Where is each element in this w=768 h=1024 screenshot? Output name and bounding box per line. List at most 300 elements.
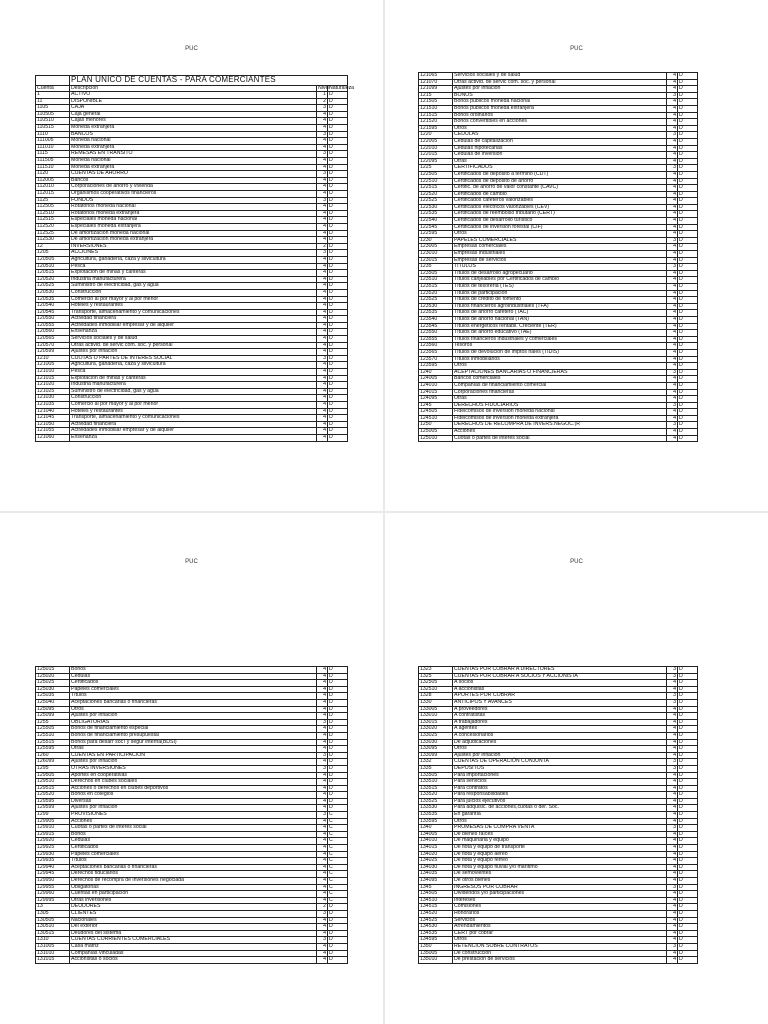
account-level-cell: 4 — [316, 316, 327, 323]
account-code-cell: 124505 — [419, 409, 453, 416]
account-nature-cell: D — [327, 171, 347, 178]
account-level-cell: 4 — [667, 713, 678, 720]
table-row — [419, 765, 698, 772]
account-level-cell: 4 — [317, 739, 328, 746]
account-description-cell: Servicios sociales y de salud — [70, 336, 317, 343]
account-nature-cell: D — [678, 356, 698, 363]
account-code-cell: 129510 — [36, 779, 70, 786]
account-level-cell: 4 — [667, 218, 678, 225]
account-description-cell: Agricultura, ganadería, caza y silvicultura — [70, 256, 317, 263]
account-level-cell: 3 — [667, 759, 678, 766]
account-description-cell: Papeles comerciales — [70, 686, 317, 693]
account-code-cell: 1345 — [419, 884, 453, 891]
account-level-cell: 3 — [316, 171, 327, 178]
account-level-cell: 4 — [667, 145, 678, 152]
account-code-cell: 110505 — [36, 111, 70, 118]
account-description-cell: Transporte, almacenamiento y comunicaciones — [70, 415, 317, 422]
account-level-cell: 4 — [316, 289, 327, 296]
document-page-1 — [0, 0, 383, 511]
account-code-cell: 121510 — [419, 105, 453, 112]
account-level-cell: 4 — [316, 428, 327, 435]
account-description-cell: Bonos para desarr soc'l y segur interna(BDSI) — [70, 739, 317, 746]
account-description-cell: Para servicios — [453, 779, 667, 786]
account-level-cell: 4 — [667, 349, 678, 356]
account-description-cell: Empresas de servicios — [453, 257, 667, 264]
account-code-cell: 123530 — [419, 303, 453, 310]
account-code-cell: 120565 — [36, 336, 70, 343]
account-code-cell: 129995 — [36, 897, 70, 904]
account-nature-cell: D — [328, 792, 348, 799]
account-level-cell: 4 — [667, 185, 678, 192]
account-nature-cell: D — [328, 930, 348, 937]
account-description-cell: Para contratos — [453, 785, 667, 792]
account-code-cell: 120540 — [36, 303, 70, 310]
account-code-cell: 1 — [36, 92, 70, 99]
account-level-cell: 4 — [317, 884, 328, 891]
account-level-cell: 4 — [667, 152, 678, 159]
account-nature-cell: D — [678, 376, 698, 383]
account-nature-cell: D — [678, 732, 698, 739]
account-nature-cell: D — [328, 693, 348, 700]
account-nature-cell: D — [678, 924, 698, 931]
account-nature-cell: D — [327, 316, 347, 323]
account-description-cell: CAJA — [70, 105, 317, 112]
account-nature-cell: C — [328, 851, 348, 858]
account-level-cell: 3 — [317, 812, 328, 819]
account-level-cell: 4 — [317, 891, 328, 898]
account-level-cell: 4 — [317, 732, 328, 739]
account-level-cell: 4 — [667, 119, 678, 126]
table-title: PLAN UNICO DE CUENTAS - PARA COMERCIANTES — [70, 76, 348, 86]
account-code-cell: 112525 — [36, 230, 70, 237]
account-nature-cell: D — [327, 434, 347, 441]
account-code-cell: 123560 — [419, 343, 453, 350]
account-level-cell: 4 — [316, 296, 327, 303]
account-code-cell: 1295 — [36, 765, 70, 772]
account-nature-cell: D — [328, 765, 348, 772]
account-level-cell: 3 — [667, 237, 678, 244]
account-level-cell: 4 — [667, 871, 678, 878]
account-level-cell: 4 — [316, 270, 327, 277]
account-description-cell: Moneda extranjera — [70, 125, 317, 132]
account-nature-cell: C — [328, 838, 348, 845]
account-code-cell: 122595 — [419, 231, 453, 238]
account-nature-cell: D — [678, 244, 698, 251]
account-code-cell: 111505 — [36, 158, 70, 165]
account-code-cell: 121035 — [36, 402, 70, 409]
account-code-cell: 129599 — [36, 805, 70, 812]
account-description-cell: Títulos financieros industriales y comerciales — [453, 336, 667, 343]
account-description-cell: Comercio al por mayor y al por menor — [70, 296, 317, 303]
account-level-cell: 4 — [667, 785, 678, 792]
account-nature-cell: D — [327, 322, 347, 329]
account-description-cell: Otras activid. de servic com. soc. y personal — [70, 342, 317, 349]
account-description-cell: DEUDORES — [70, 904, 317, 911]
account-code-cell: 134510 — [419, 897, 453, 904]
account-description-cell: Otras inversiones — [70, 897, 317, 904]
account-nature-cell: D — [678, 86, 698, 93]
account-description-cell: Certific. de ahorro de valor constante (CAVC) — [453, 185, 667, 192]
account-nature-cell: D — [678, 316, 698, 323]
account-code-cell: 123525 — [419, 297, 453, 304]
account-level-cell: 4 — [667, 910, 678, 917]
account-level-cell: 4 — [317, 673, 328, 680]
account-level-cell: 4 — [317, 759, 328, 766]
account-level-cell: 4 — [317, 838, 328, 845]
account-level-cell: 4 — [667, 706, 678, 713]
account-description-cell: Cajas menores — [70, 118, 317, 125]
account-code-cell: 130510 — [36, 924, 70, 931]
account-nature-cell: D — [678, 950, 698, 957]
account-description-cell: ACEPTACIONES BANCARIAS O FINANCIERAS — [453, 369, 667, 376]
account-level-cell: 4 — [667, 112, 678, 119]
account-description-cell: Certificados de reembolso tributario (CERT) — [453, 211, 667, 218]
account-description-cell: Para responsabilidades — [453, 792, 667, 799]
account-description-cell: CUOTAS O PARTES DE INTERES SOCIAL — [70, 355, 317, 362]
account-nature-cell: D — [678, 805, 698, 812]
account-description-cell: Otras activid. de servic com. soc. y personal — [453, 79, 667, 86]
account-description-cell: Certificados de cambio — [453, 191, 667, 198]
account-code-cell: 1340 — [419, 825, 453, 832]
account-code-cell: 125510 — [36, 732, 70, 739]
account-code-cell: 123595 — [419, 363, 453, 370]
account-level-cell: 4 — [667, 310, 678, 317]
account-level-cell: 3 — [667, 369, 678, 376]
account-nature-cell: D — [678, 284, 698, 291]
account-nature-cell: D — [327, 382, 347, 389]
account-description-cell: De semovientes — [453, 871, 667, 878]
account-description-cell: DEPOSITOS — [453, 765, 667, 772]
account-nature-cell: D — [678, 330, 698, 337]
account-code-cell: 133510 — [419, 779, 453, 786]
account-code-cell: 129915 — [36, 831, 70, 838]
account-nature-cell: D — [328, 798, 348, 805]
account-description-cell: Títulos de tesorería (TES) — [453, 284, 667, 291]
account-description-cell: Aceptaciones bancarias o financieras — [70, 864, 317, 871]
account-description-cell: Honorarios — [453, 910, 667, 917]
account-level-cell: 4 — [667, 917, 678, 924]
account-description-cell: CUENTAS DE AHORRO — [70, 171, 317, 178]
account-nature-cell: D — [678, 112, 698, 119]
account-level-cell: 4 — [667, 178, 678, 185]
account-nature-cell: D — [327, 355, 347, 362]
account-nature-cell: D — [327, 111, 347, 118]
account-nature-cell: D — [678, 218, 698, 225]
account-level-cell: 4 — [667, 732, 678, 739]
account-code-cell: 123555 — [419, 336, 453, 343]
account-description-cell: Actividades inmobiliar empresar y de alquiler — [70, 428, 317, 435]
account-level-cell: 4 — [667, 257, 678, 264]
account-description-cell: Bonos públicos moneda nacional — [453, 99, 667, 106]
account-code-cell: 129505 — [36, 772, 70, 779]
account-description-cell: A contratistas — [453, 713, 667, 720]
account-code-cell: 133595 — [419, 818, 453, 825]
account-description-cell: Certificados de inversión forestal (CIF) — [453, 224, 667, 231]
account-description-cell: Ajustes por inflación — [70, 805, 317, 812]
account-nature-cell: D — [678, 211, 698, 218]
column-header: Descripcion — [70, 85, 317, 92]
account-nature-cell: D — [678, 772, 698, 779]
account-nature-cell: D — [678, 382, 698, 389]
account-description-cell: De construcción — [453, 950, 667, 957]
account-description-cell: Explotación de minas y canteras — [70, 270, 317, 277]
account-description-cell: De amortización moneda nacional — [70, 230, 317, 237]
account-description-cell: Para adquisic. de acciones,cuotas o der. Soc. — [453, 805, 667, 812]
account-level-cell: 4 — [317, 858, 328, 865]
account-nature-cell: D — [678, 713, 698, 720]
account-code-cell: 112010 — [36, 184, 70, 191]
account-description-cell: Otros — [453, 746, 667, 753]
account-nature-cell: D — [678, 125, 698, 132]
account-level-cell: 3 — [667, 667, 678, 674]
account-nature-cell: D — [678, 264, 698, 271]
account-nature-cell: D — [328, 699, 348, 706]
account-nature-cell: D — [328, 706, 348, 713]
account-level-cell: 4 — [317, 943, 328, 950]
account-level-cell: 4 — [316, 362, 327, 369]
account-code-cell: 134505 — [419, 891, 453, 898]
account-description-cell: De flota y equipo de transporte — [453, 845, 667, 852]
account-code-cell: 133015 — [419, 719, 453, 726]
account-nature-cell: D — [327, 92, 347, 99]
account-nature-cell: D — [678, 178, 698, 185]
account-code-cell: 1350 — [419, 943, 453, 950]
page-header: PUC — [570, 559, 583, 565]
account-description-cell: Otros — [70, 706, 317, 713]
account-nature-cell: D — [678, 957, 698, 964]
account-description-cell: Acciones — [453, 429, 667, 436]
account-nature-cell: D — [678, 937, 698, 944]
account-nature-cell: D — [678, 693, 698, 700]
account-description-cell: DERECHOS FIDUCIARIOS — [453, 402, 667, 409]
account-nature-cell: D — [678, 680, 698, 687]
account-code-cell: 112520 — [36, 223, 70, 230]
account-level-cell: 4 — [667, 356, 678, 363]
account-level-cell: 4 — [316, 158, 327, 165]
account-nature-cell: D — [327, 105, 347, 112]
account-nature-cell: D — [678, 290, 698, 297]
account-description-cell: Arrendamientos — [453, 924, 667, 931]
account-nature-cell: D — [328, 752, 348, 759]
account-level-cell: 4 — [667, 277, 678, 284]
document-page-2 — [385, 0, 768, 511]
account-level-cell: 4 — [317, 950, 328, 957]
page-header: PUC — [185, 559, 198, 565]
account-code-cell: 125505 — [36, 726, 70, 733]
account-level-cell: 4 — [667, 812, 678, 819]
account-code-cell: 123540 — [419, 316, 453, 323]
account-description-cell: Bonos — [70, 831, 317, 838]
account-nature-cell: D — [327, 125, 347, 132]
account-level-cell: 4 — [316, 303, 327, 310]
account-level-cell: 3 — [667, 693, 678, 700]
account-description-cell: BONOS — [453, 92, 667, 99]
account-code-cell: 120560 — [36, 329, 70, 336]
account-level-cell: 4 — [316, 144, 327, 151]
account-code-cell: 120545 — [36, 309, 70, 316]
account-nature-cell: C — [328, 812, 348, 819]
account-description-cell: Pesca — [70, 263, 317, 270]
account-nature-cell: D — [678, 402, 698, 409]
account-description-cell: Dividendos y/o participaciones — [453, 891, 667, 898]
account-code-cell: 1125 — [36, 197, 70, 204]
account-description-cell: Empresas industriales — [453, 251, 667, 258]
account-code-cell: 121070 — [419, 79, 453, 86]
account-code-cell: 120520 — [36, 276, 70, 283]
account-code-cell: 120525 — [36, 283, 70, 290]
account-nature-cell: D — [678, 105, 698, 112]
account-code-cell: 129955 — [36, 884, 70, 891]
account-description-cell: Títulos inmobiliarios — [453, 356, 667, 363]
account-level-cell: 4 — [316, 263, 327, 270]
account-code-cell: 121505 — [419, 99, 453, 106]
account-code-cell: 134515 — [419, 904, 453, 911]
account-nature-cell: C — [328, 864, 348, 871]
account-nature-cell: D — [678, 73, 698, 80]
account-description-cell: Rotatorios moneda extranjera — [70, 210, 317, 217]
account-level-cell: 4 — [667, 719, 678, 726]
account-nature-cell: D — [678, 185, 698, 192]
account-description-cell: Industria manufacturera — [70, 382, 317, 389]
account-code-cell: 112530 — [36, 237, 70, 244]
account-nature-cell: D — [327, 197, 347, 204]
account-code-cell: 129515 — [36, 785, 70, 792]
account-nature-cell: D — [678, 818, 698, 825]
account-description-cell: En garantía — [453, 812, 667, 819]
account-nature-cell: D — [327, 375, 347, 382]
account-level-cell: 3 — [667, 765, 678, 772]
account-code-cell: 133515 — [419, 785, 453, 792]
account-code-cell: 1120 — [36, 171, 70, 178]
account-code-cell: 110510 — [36, 118, 70, 125]
account-level-cell: 4 — [667, 792, 678, 799]
account-code-cell: 122535 — [419, 211, 453, 218]
account-nature-cell: D — [678, 752, 698, 759]
account-description-cell: Papeles comerciales — [70, 851, 317, 858]
account-description-cell: BANCOS — [70, 131, 317, 138]
accounts-table — [418, 666, 698, 964]
account-description-cell: Títulos de ahorro cafetero (TAC) — [453, 310, 667, 317]
account-code-cell: 134005 — [419, 831, 453, 838]
account-level-cell: 4 — [667, 297, 678, 304]
account-code-cell: 1235 — [419, 264, 453, 271]
account-code-cell: 1328 — [419, 693, 453, 700]
account-nature-cell: D — [328, 904, 348, 911]
account-level-cell: 4 — [667, 930, 678, 937]
account-description-cell: Aportes en cooperativas — [70, 772, 317, 779]
account-nature-cell: D — [678, 851, 698, 858]
account-nature-cell: D — [327, 256, 347, 263]
account-code-cell: 1240 — [419, 369, 453, 376]
account-code-cell: 133020 — [419, 726, 453, 733]
account-description-cell: Títulos de participación — [453, 290, 667, 297]
account-code-cell: 1230 — [419, 237, 453, 244]
account-description-cell: Explotación de minas y canteras — [70, 375, 317, 382]
account-description-cell: Para importaciones — [453, 772, 667, 779]
account-nature-cell: D — [327, 362, 347, 369]
account-level-cell: 4 — [317, 798, 328, 805]
account-description-cell: Compañías vinculadas — [70, 950, 317, 957]
account-level-cell: 4 — [316, 184, 327, 191]
account-level-cell: 4 — [317, 957, 328, 964]
account-nature-cell: C — [328, 858, 348, 865]
account-description-cell: Títulos de ahorro educativo (TAE) — [453, 330, 667, 337]
account-nature-cell: D — [678, 765, 698, 772]
account-code-cell: 125020 — [36, 673, 70, 680]
account-nature-cell: D — [678, 435, 698, 442]
account-description-cell: Compañías de financiamiento comercial — [453, 382, 667, 389]
account-nature-cell: D — [328, 957, 348, 964]
account-description-cell: OBLIGATORIAS — [70, 719, 317, 726]
accounts-table — [35, 666, 348, 964]
account-code-cell: 125005 — [419, 429, 453, 436]
account-code-cell: 133099 — [419, 752, 453, 759]
account-code-cell: 121520 — [419, 119, 453, 126]
account-code-cell: 112005 — [36, 177, 70, 184]
account-code-cell: 129520 — [36, 792, 70, 799]
account-nature-cell: D — [328, 917, 348, 924]
account-code-cell: 134035 — [419, 871, 453, 878]
account-code-cell: 134020 — [419, 851, 453, 858]
account-code-cell: 120535 — [36, 296, 70, 303]
account-nature-cell: D — [327, 289, 347, 296]
column-header: Nivel — [317, 84, 330, 91]
account-level-cell: 3 — [316, 250, 327, 257]
account-description-cell: PAPELES COMERCIALES — [453, 237, 667, 244]
account-nature-cell: D — [327, 421, 347, 428]
account-nature-cell: D — [678, 171, 698, 178]
account-level-cell: 4 — [317, 805, 328, 812]
account-nature-cell: D — [327, 217, 347, 224]
account-nature-cell: D — [678, 699, 698, 706]
account-code-cell: 124095 — [419, 396, 453, 403]
account-code-cell: 112015 — [36, 191, 70, 198]
account-nature-cell: D — [678, 831, 698, 838]
account-code-cell: 134095 — [419, 878, 453, 885]
account-code-cell: 125010 — [419, 435, 453, 442]
account-nature-cell: D — [678, 838, 698, 845]
account-nature-cell: D — [678, 198, 698, 205]
account-nature-cell: D — [678, 343, 698, 350]
account-description-cell: Títulos — [70, 693, 317, 700]
account-code-cell: 133025 — [419, 732, 453, 739]
account-nature-cell: D — [328, 746, 348, 753]
account-nature-cell: D — [678, 336, 698, 343]
account-code-cell: 120515 — [36, 270, 70, 277]
account-level-cell: 4 — [667, 316, 678, 323]
account-description-cell: Suministro de electricidad, gas y agua — [70, 283, 317, 290]
account-nature-cell: D — [678, 297, 698, 304]
account-description-cell: Acciones — [70, 818, 317, 825]
account-level-cell: 4 — [667, 290, 678, 297]
account-code-cell: 122095 — [419, 158, 453, 165]
account-nature-cell: D — [327, 283, 347, 290]
account-description-cell: A socios — [453, 680, 667, 687]
account-level-cell: 4 — [667, 838, 678, 845]
account-description-cell: A concesionarios — [453, 732, 667, 739]
account-description-cell: Títulos de ahorro nacional (TAN) — [453, 316, 667, 323]
account-description-cell: Transporte, almacenamiento y comunicaciones — [70, 309, 317, 316]
account-description-cell: Moneda extranjera — [70, 144, 317, 151]
account-level-cell: 4 — [317, 772, 328, 779]
account-code-cell: 124510 — [419, 415, 453, 422]
account-nature-cell: C — [328, 831, 348, 838]
account-level-cell: 4 — [667, 330, 678, 337]
account-code-cell: 122540 — [419, 218, 453, 225]
account-nature-cell: D — [678, 415, 698, 422]
account-level-cell: 4 — [316, 415, 327, 422]
account-nature-cell: D — [678, 138, 698, 145]
